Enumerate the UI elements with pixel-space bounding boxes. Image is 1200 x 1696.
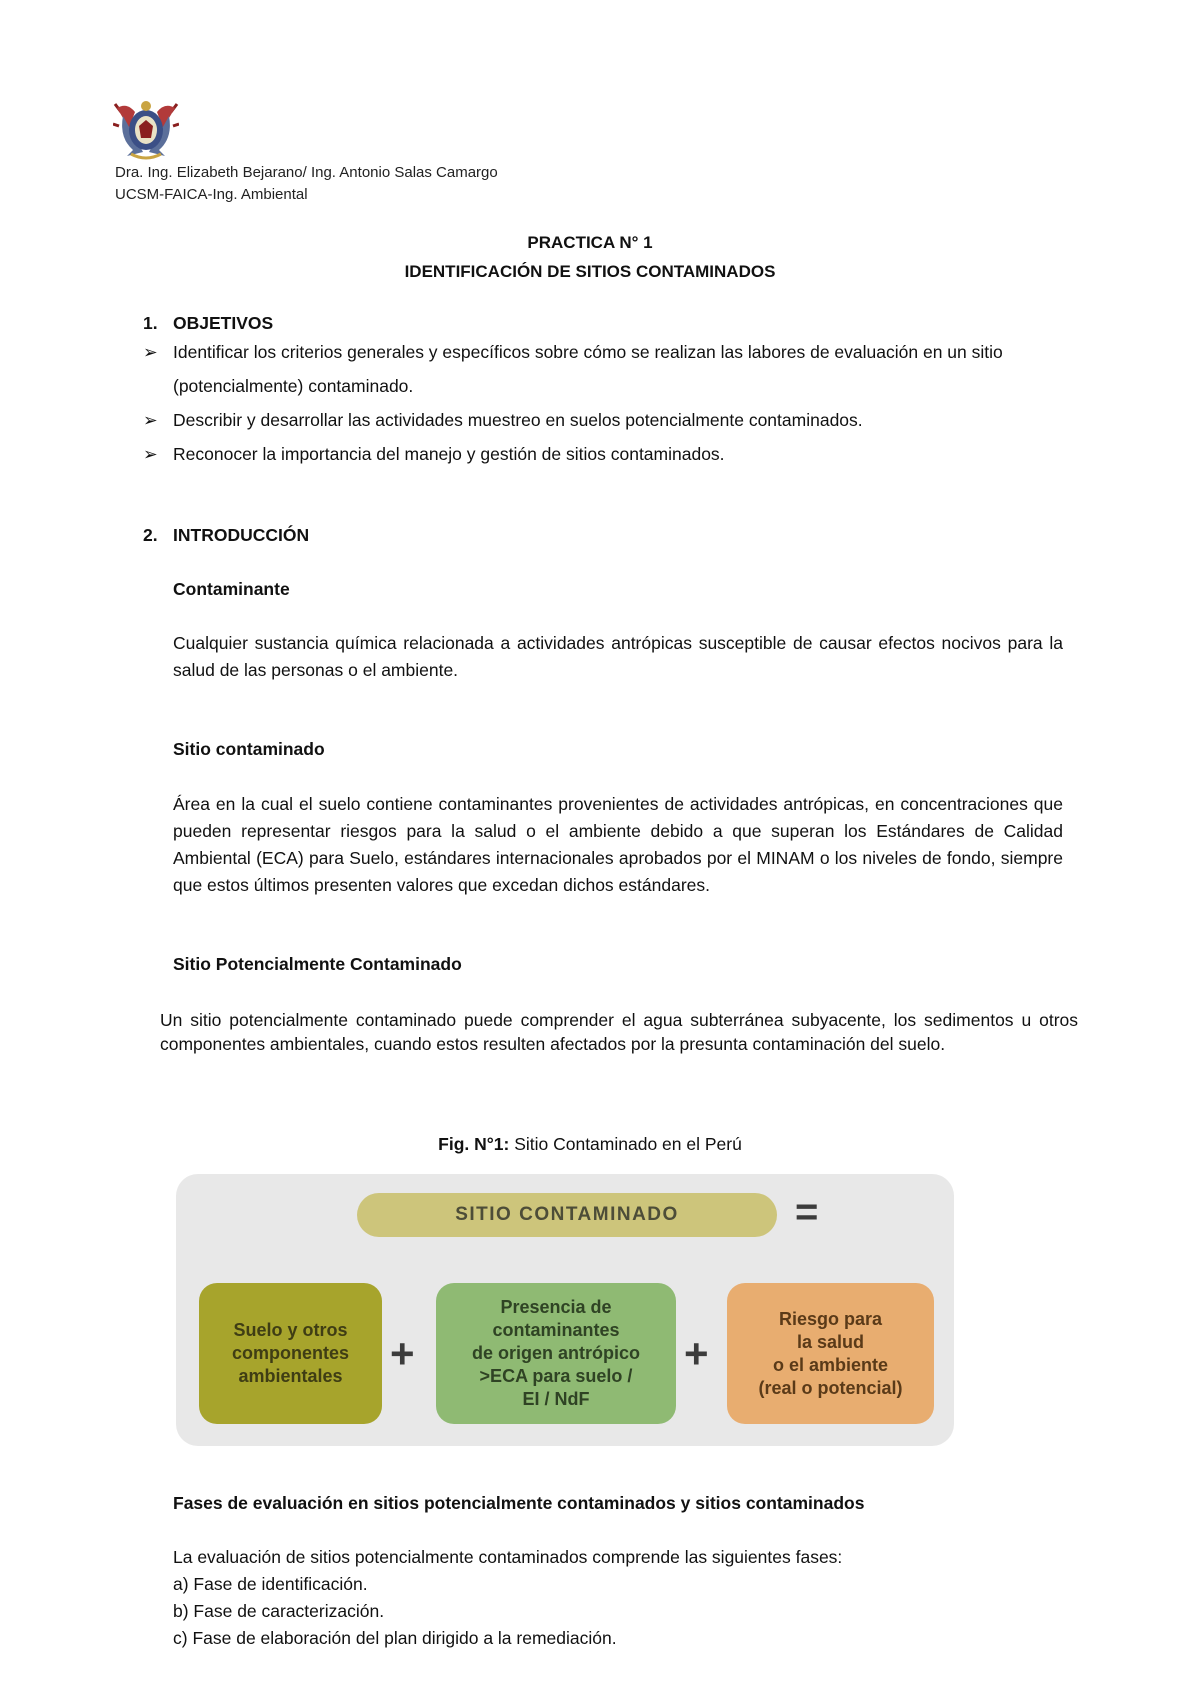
box-line: la salud bbox=[796, 1331, 865, 1352]
figure-header-pill: SITIO CONTAMINADO bbox=[357, 1193, 777, 1237]
objective-item bbox=[143, 335, 1063, 403]
objective-text: Describir y desarrollar las actividades muestreo en suelos potencialmente contaminados. bbox=[173, 410, 863, 430]
section-objetivos-heading bbox=[143, 313, 273, 334]
list-item: a) Fase de identificación. bbox=[173, 1574, 368, 1594]
authors-line: Dra. Ing. Elizabeth Bejarano/ Ing. Antonio Salas Camargo bbox=[115, 164, 498, 181]
paragraph-sitio-contaminado: Área en la cual el suelo contiene contaminantes provenientes de actividades antrópicas, en concentraciones que pueden representar riesgos para la salud o el ambiente debido a que superan los Estándares de Calidad Ambiental (ECA) para Suelo, estándares internacionales aprobados por el MINAM o los niveles de fondo, siempre que estos últimos presenten valores que excedan dichos estándares. bbox=[173, 794, 1063, 895]
paragraph-sitio-potencial: Un sitio potencialmente contaminado puede comprender el agua subterránea subyacente, los sedimentos u otros componentes ambientales, cuando estos resulten afectados por la presunta contaminación del suelo. bbox=[160, 1010, 1078, 1054]
subheading-sitio-potencial: Sitio Potencialmente Contaminado bbox=[173, 954, 462, 974]
box-line: ambientales bbox=[238, 1366, 343, 1386]
section-number: 2. bbox=[143, 525, 158, 545]
institution-line: UCSM-FAICA-Ing. Ambiental bbox=[115, 186, 308, 203]
plus-sign: + bbox=[390, 1330, 415, 1377]
box-line: de origen antrópico bbox=[471, 1343, 640, 1363]
figure-box-riesgo bbox=[727, 1283, 934, 1424]
list-item: c) Fase de elaboración del plan dirigido a la remediación. bbox=[173, 1628, 617, 1648]
box-line: EI / NdF bbox=[522, 1389, 590, 1409]
box-line: >ECA para suelo / bbox=[479, 1366, 633, 1386]
document-title: IDENTIFICACIÓN DE SITIOS CONTAMINADOS bbox=[404, 262, 776, 281]
box-line: (real o potencial) bbox=[758, 1377, 903, 1398]
list-item: b) Fase de caracterización. bbox=[173, 1601, 385, 1621]
subheading-fases: Fases de evaluación en sitios potencialmente contaminados y sitios contaminados bbox=[173, 1493, 865, 1513]
box-line: contaminantes bbox=[492, 1320, 620, 1340]
fases-intro: La evaluación de sitios potencialmente contaminados comprende las siguientes fases: bbox=[173, 1547, 843, 1567]
box-line: componentes bbox=[231, 1343, 350, 1363]
arrow-bullet-icon: ➢ bbox=[143, 410, 158, 430]
box-line: Suelo y otros bbox=[233, 1320, 348, 1340]
subheading-sitio-contaminado: Sitio contaminado bbox=[173, 739, 325, 759]
subheading-contaminante: Contaminante bbox=[173, 579, 290, 599]
arrow-bullet-icon: ➢ bbox=[143, 342, 158, 362]
fases-list bbox=[173, 1544, 842, 1652]
objective-text: Identificar los criterios generales y específicos sobre cómo se realizan las labores de evaluación en un sitio (potencialmente) contaminado. bbox=[173, 342, 1003, 396]
practice-title: PRACTICA N° 1 bbox=[527, 233, 653, 252]
box-line: Riesgo para bbox=[778, 1308, 883, 1329]
figure-box-suelo bbox=[199, 1283, 382, 1424]
box-line: Presencia de bbox=[500, 1297, 612, 1317]
objective-item bbox=[143, 437, 1063, 471]
section-title: OBJETIVOS bbox=[173, 313, 274, 333]
plus-sign: + bbox=[684, 1330, 709, 1377]
figure-caption-label: Fig. N°1: bbox=[438, 1134, 510, 1154]
university-crest-icon bbox=[113, 98, 179, 164]
paragraph-contaminante: Cualquier sustancia química relacionada a actividades antrópicas susceptible de causar efectos nocivos para la salud de las personas o el ambiente. bbox=[173, 633, 1063, 680]
figure-box-contaminantes bbox=[436, 1283, 676, 1424]
section-introduccion-heading bbox=[143, 525, 309, 546]
figure-caption bbox=[0, 1134, 1180, 1155]
arrow-bullet-icon: ➢ bbox=[143, 444, 158, 464]
objective-item bbox=[143, 403, 1063, 437]
figure-caption-text: Sitio Contaminado en el Perú bbox=[509, 1134, 742, 1154]
equals-sign: = bbox=[795, 1190, 819, 1234]
objective-text: Reconocer la importancia del manejo y gestión de sitios contaminados. bbox=[173, 444, 725, 464]
section-title: INTRODUCCIÓN bbox=[173, 525, 310, 545]
section-number: 1. bbox=[143, 313, 158, 333]
box-line: o el ambiente bbox=[772, 1354, 889, 1375]
